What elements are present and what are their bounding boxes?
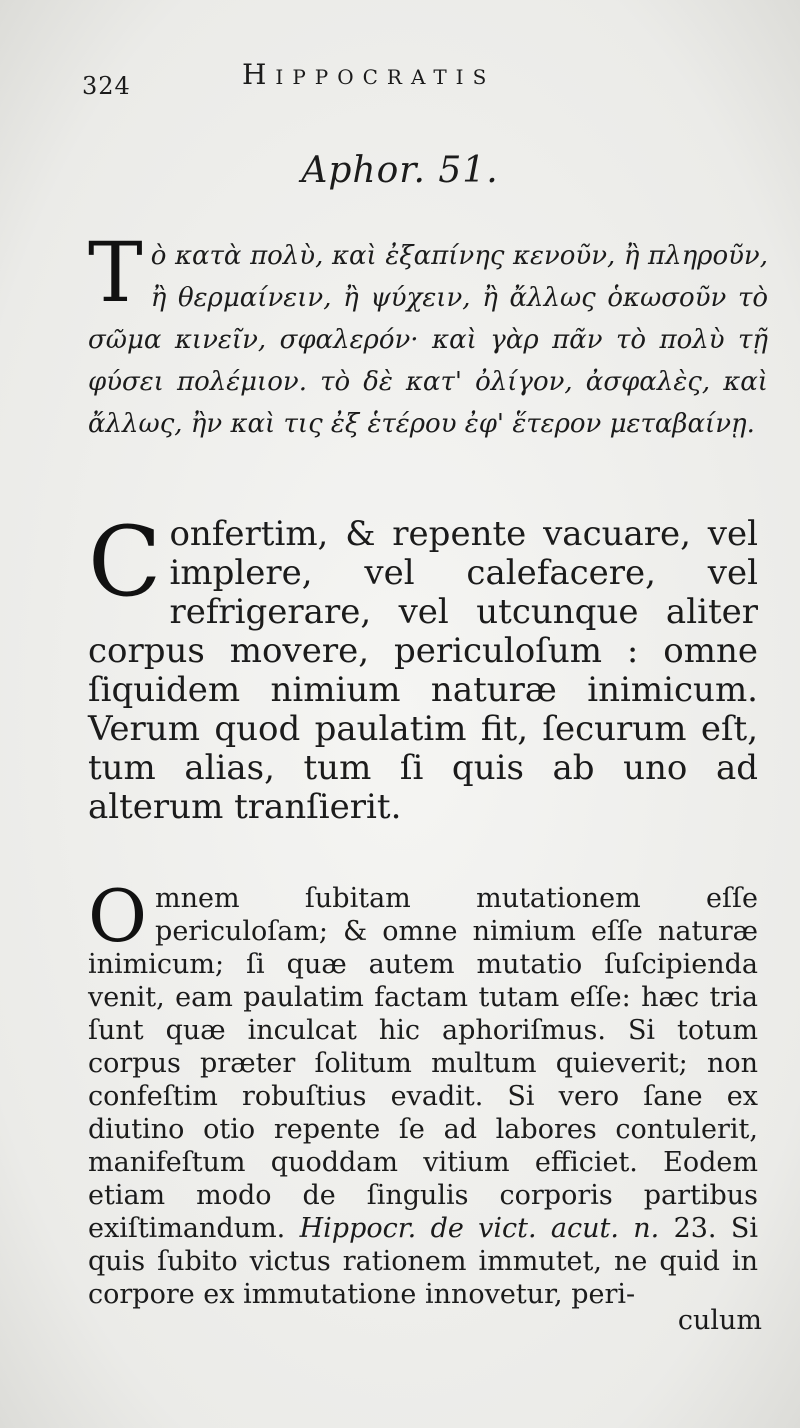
citation-number: 23. [673, 1213, 717, 1244]
running-head: Hippocratis [242, 58, 496, 91]
greek-text [88, 226, 768, 445]
latin-body: onfertim, & repente vacuare, vel implere, vel calefacere, vel refrigerare, vel utcunque aliter corpus movere, periculoſum : omne ſiquidem nimium naturæ inimicum. Verum quod paulatim fit, ſecurum eſt, tum alias, tum ſi quis ab uno ad alterum tranſierit. [88, 514, 758, 827]
commentary-initial: O [88, 874, 148, 958]
page-header [82, 58, 760, 98]
latin-translation [88, 506, 758, 827]
greek-body: ὸ κατὰ πολὺ, καὶ ἐξαπίνης κενοῦν, ἢ πληροῦν, ἢ θερμαίνειν, ἢ ψύχειν, ἢ ἄλλως ὁκωσοῦν τὸ σῶμα κινεῖν, σφαλερόν· καὶ γὰρ πᾶν τὸ πολὺ τῇ φύσει πολέμιον. τὸ δὲ κατ' ὀλίγον, ἀσφαλὲς, καὶ ἄλλως, ἢν καὶ τις ἐξ ἑτέρου ἐφ' ἕτερον μεταβαίνῃ. [88, 241, 768, 439]
page-number: 324 [82, 72, 131, 100]
commentary-body-1: mnem ſubitam mutationem eſſe periculoſam; & omne nimium eſſe naturæ inimicum; ſi quæ autem mutatio ſuſcipienda venit, eam paulatim factam tutam eſſe: hæc tria ſunt quæ inculcat hic aphoriſmus. Si totum corpus præter ſolitum multum quieverit; non confeſtim robuſtius evadit. Si vero ſane ex diutino otio repente ſe ad labores contulerit, manifeſtum quoddam vitium efficiet. Eodem etiam modo de ſingulis corporis partibus exiſtimandum. [88, 883, 758, 1244]
commentary [88, 874, 758, 1311]
catchword: culum [677, 1305, 762, 1336]
citation: Hippocr. de vict. acut. n. [299, 1213, 660, 1244]
latin-initial: C [88, 506, 162, 618]
aphorism-title: Aphor. 51. [301, 150, 499, 191]
greek-initial: T [88, 226, 143, 321]
commentary-body-2: Si quis ſubito victus rationem immutet, ne quid in corpore ex immutatione innovetur, peri- [88, 1213, 758, 1310]
